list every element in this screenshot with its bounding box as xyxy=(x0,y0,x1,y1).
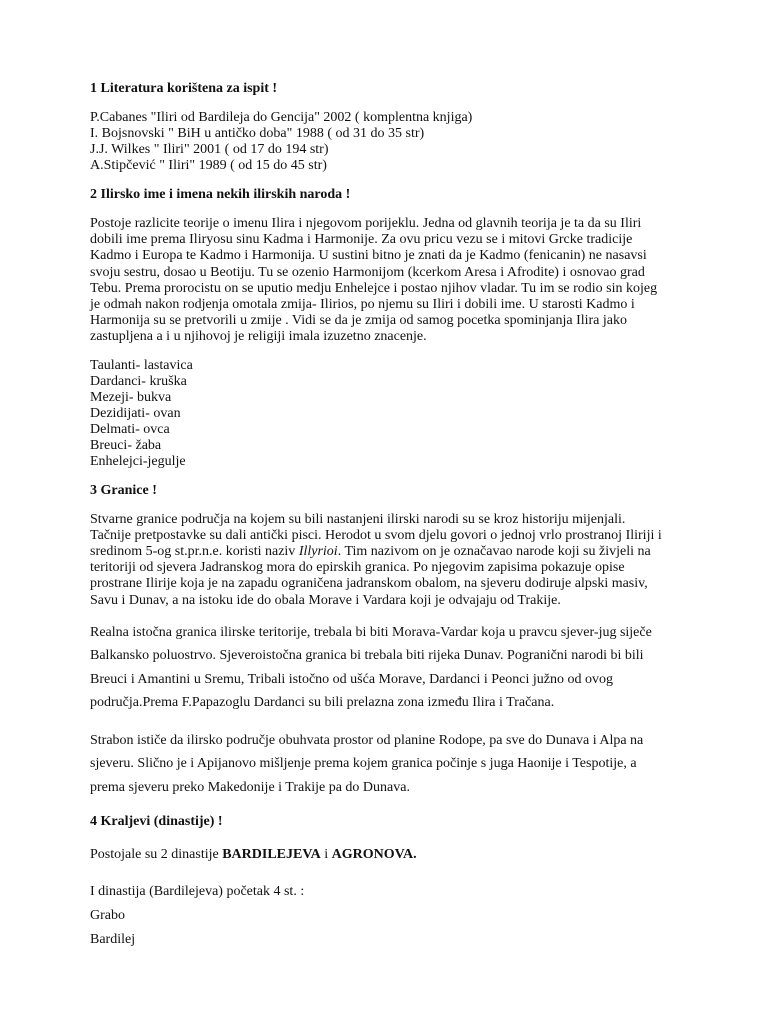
text-line: dobili ime prema Iliryosu sinu Kadma i Harmonije. Za ovu pricu vezu se i mitovi Grcke tradicije xyxy=(90,232,633,248)
text-line: Savu i Dunav, a na istoku ide do obala Morave i Vardara koji je odvajaju od Trakije. xyxy=(90,592,561,608)
text-line: svoju sestru, dosao u Beotiju. Tu se ozenio Harmonijom (kcerkom Aresa i Afrodite) i osnovao grad xyxy=(90,264,645,280)
text-line: zastupljena a i u njihovoj je religiji imala izuzetno znacenje. xyxy=(90,329,427,345)
text-line: Stvarne granice područja na kojem su bili nastanjeni ilirski narodi su se kroz historiju mijenjali. xyxy=(90,511,626,527)
reference-item: I. Bojsnovski " BiH u antičko doba" 1988 ( od 31 do 35 str) xyxy=(90,126,425,141)
reference-item: A.Stipčević " Iliri" 1989 ( od 15 do 45 str) xyxy=(90,158,327,173)
document-page xyxy=(90,80,690,966)
tribe-item: Enhelejci-jegulje xyxy=(90,453,186,469)
text-line: je odmah nakon rodjenja omotala zmija- Ilirios, po njemu su Iliri i dobili ime. U starosti Kadmo i xyxy=(90,297,635,313)
text-line: Breuci i Amantini u Sremu, Tribali istočno od ušća Morave, Dardanci i Peonci južno od ovog xyxy=(90,671,613,687)
tribe-item: Breuci- žaba xyxy=(90,437,162,453)
tribe-item: Delmati- ovca xyxy=(90,421,170,437)
text-line: prostrane Ilirije koja je na zapadu ograničena jadranskom obalom, na sjeveru dodiruje alpski masiv, xyxy=(90,576,648,592)
borders-paragraph-3 xyxy=(90,729,690,800)
text-line: sjeveru. Slično je i Apijanovo mišljenje prema kojem granica počinje s juga Haonije i Tespotije, a xyxy=(90,756,637,772)
text-line: Kadmo i Europa te Kadmo i Harmonija. U sustini bitno je znati da je Kadmo (fenicanin) ne nasavsi xyxy=(90,248,647,264)
king-item: Grabo xyxy=(90,907,125,923)
text-line: I dinastija (Bardilejeva) početak 4 st. : xyxy=(90,883,305,899)
reference-item: P.Cabanes "Iliri od Bardileja do Gencija" 2002 ( komplentna knjiga) xyxy=(90,110,473,125)
section-heading-borders: 3 Granice ! xyxy=(90,482,157,498)
first-dynasty-block xyxy=(90,880,690,952)
text-line: Postoje razlicite teorije o imenu Ilira i njegovom porijeklu. Jedna od glavnih teorija je ta da su Iliri xyxy=(90,216,642,231)
text-line: Harmonija su se pretvorili u zmije . Vidi se da je zmija od samog pocetka spominjanja Ilira jako xyxy=(90,313,627,329)
text-line: Tačnije pretpostavke su dali antički pisci. Herodot u svom djelu govori o jednoj vrlo prostranoj Iliriji i xyxy=(90,527,662,543)
section-heading-kings: 4 Kraljevi (dinastije) ! xyxy=(90,814,223,830)
section-heading-names: 2 Ilirsko ime i imena nekih ilirskih naroda ! xyxy=(90,187,351,202)
borders-paragraph-2 xyxy=(90,621,690,715)
text-line: Balkansko poluostrvo. Sjeveroistočna granica bi trebala biti rijeka Dunav. Pogranični narodi bi bili xyxy=(90,648,644,664)
dynasties-line xyxy=(90,847,690,863)
text-line: Realna istočna granica ilirske teritorije, trebala bi biti Morava-Vardar koja u pravcu sjever-jug siječe xyxy=(90,624,652,640)
text-run: . Tim nazivom on je označavao narode koji su živjeli na xyxy=(337,544,651,560)
tribe-list xyxy=(90,358,690,470)
text-line: područja.Prema F.Papazoglu Dardanci su bili prelazna zona između Ilira i Tračana. xyxy=(90,695,555,711)
dynasty-name: BARDILEJEVA xyxy=(222,847,321,863)
king-item: Bardilej xyxy=(90,931,136,947)
literature-list xyxy=(90,110,690,174)
text-line: Tebu. Prema prorocistu on se uputio medju Enhelejce i postao njihov vladar. Tu im se rodio sin kojeg xyxy=(90,280,658,296)
text-line xyxy=(90,544,690,560)
text-line: teritoriji od sjevera Jadranskog mora do epirskih granica. Po njegovim zapisima pokazuje opise xyxy=(90,560,625,576)
names-paragraph xyxy=(90,216,690,346)
section-heading-literature: 1 Literatura korištena za ispit ! xyxy=(90,81,278,96)
reference-item: J.J. Wilkes " Iliri" 2001 ( od 17 do 194 str) xyxy=(90,142,329,157)
text-run: Postojale su 2 dinastije xyxy=(90,847,223,863)
tribe-item: Dezidijati- ovan xyxy=(90,405,181,421)
tribe-item: Taulanti- lastavica xyxy=(90,357,193,373)
borders-paragraph-1 xyxy=(90,512,690,609)
text-line: Strabon ističe da ilirsko područje obuhvata prostor od planine Rodope, pa sve do Dunava i Alpa na xyxy=(90,732,644,748)
dynasty-name: AGRONOVA. xyxy=(331,847,417,863)
tribe-item: Mezeji- bukva xyxy=(90,389,172,405)
italic-term: Illyrioi xyxy=(298,544,338,560)
text-run: i xyxy=(320,847,332,863)
tribe-item: Dardanci- kruška xyxy=(90,373,187,389)
text-line: prema sjeveru preko Makedonije i Trakije pa do Dunava. xyxy=(90,779,410,795)
text-run: sredinom 5-og st.pr.n.e. koristi naziv xyxy=(90,544,299,560)
